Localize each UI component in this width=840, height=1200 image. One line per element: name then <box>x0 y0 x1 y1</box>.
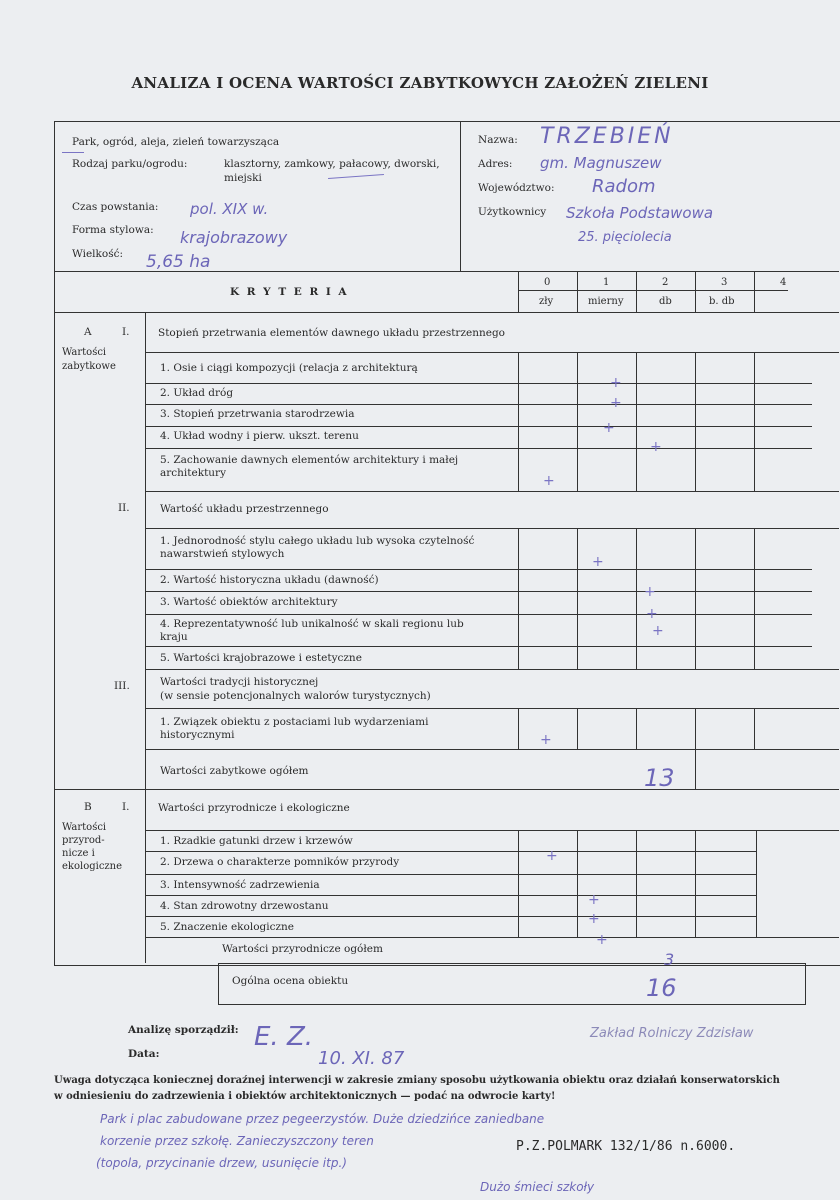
tick-mark: + <box>646 606 658 622</box>
group2-item-2: 2. Wartość historyczna układu (dawność) <box>160 574 379 586</box>
score-label-1: mierny <box>588 296 624 307</box>
hand-address: gm. Magnuszew <box>540 154 662 172</box>
hand-style: krajobrazowy <box>180 228 288 247</box>
footer-note-line2: w odniesieniu do zadrzewienia i obiektów architektonicznych — podać na odwrocie karty! <box>54 1091 556 1102</box>
group3-roman: III. <box>114 680 130 692</box>
score-0: 0 <box>544 277 551 288</box>
hand-note-line4: Dużo śmieci szkoły <box>480 1180 595 1194</box>
score-label-0: zły <box>539 296 554 307</box>
kind-options-line1: klasztorny, zamkowy, pałacowy, dworski, <box>224 158 440 170</box>
group2-item-5: 5. Wartości krajobrazowe i estetyczne <box>160 652 362 664</box>
section-b-item-1: 1. Rzadkie gatunki drzew i krzewów <box>160 835 353 847</box>
tick-mark: + <box>650 439 662 455</box>
hand-note-line3: (topola, przycinanie drzew, usunięcie itp.) <box>96 1156 347 1170</box>
group2-item-4: 4. Reprezentatywność lub unikalność w skali regionu lub kraju <box>160 618 464 643</box>
section-b-total: Wartości przyrodnicze ogółem <box>222 943 383 955</box>
tick-mark: + <box>588 892 600 908</box>
group1-item-1: 1. Osie i ciągi kompozycji (relacja z architekturą <box>160 362 418 374</box>
section-a-letter: A <box>84 326 92 338</box>
tick-mark: + <box>596 932 608 948</box>
group1-item-3: 3. Stopień przetrwania starodrzewia <box>160 408 355 420</box>
section-a-name-line1: Wartości <box>62 347 107 358</box>
score-label-3: b. db <box>709 296 735 307</box>
group2-item-3: 3. Wartość obiektów architektury <box>160 596 338 608</box>
group2-item-1: 1. Jednorodność stylu całego układu lub wysoka czytelność nawarstwień stylowych <box>160 535 475 560</box>
created-label: Czas powstania: <box>72 201 159 213</box>
hand-date: 10. XI. 87 <box>318 1048 405 1069</box>
hand-users-line2: 25. pięciolecia <box>578 230 672 245</box>
hand-created: pol. XIX w. <box>190 200 269 218</box>
section-b-name-line3: nicze i <box>62 848 95 859</box>
tick-mark: + <box>610 395 622 411</box>
underline-rodzaj <box>62 152 84 153</box>
section-b-name-line2: przyrod- <box>62 835 105 846</box>
users-label: Użytkownicy <box>478 206 547 218</box>
section-b-item-5: 5. Znaczenie ekologiczne <box>160 921 295 933</box>
hand-name: TRZEBIEŃ <box>540 124 674 149</box>
score-3: 3 <box>721 277 728 288</box>
group1-item-5: 5. Zachowanie dawnych elementów architektury i małej architektury <box>160 454 459 479</box>
park-type-label: Park, ogród, aleja, zieleń towarzysząca <box>72 136 280 148</box>
hand-author: E. Z. <box>254 1022 314 1052</box>
tick-mark: + <box>610 375 622 391</box>
section-b-name-line4: ekologiczne <box>62 861 123 872</box>
score-4: 4 <box>780 277 787 288</box>
tick-mark: + <box>603 420 615 436</box>
score-2: 2 <box>662 277 669 288</box>
tick-mark: + <box>592 554 604 570</box>
section-b-item-4: 4. Stan zdrowotny drzewostanu <box>160 900 329 912</box>
tick-mark: + <box>543 473 555 489</box>
hand-overall: 16 <box>646 974 677 1002</box>
group3-title-line1: Wartości tradycji historycznej <box>160 676 319 688</box>
hand-nature-total: 3 <box>664 950 675 969</box>
kind-label: Rodzaj parku/ogrodu: <box>72 158 188 170</box>
section-b-item-2: 2. Drzewa o charakterze pomników przyrody <box>160 856 400 868</box>
group3-item-1: 1. Związek obiektu z postaciami lub wydarzeniami historycznymi <box>160 716 429 741</box>
score-1: 1 <box>603 277 610 288</box>
tick-mark: + <box>540 732 552 748</box>
group1-item-4: 4. Układ wodny i pierw. ukszt. terenu <box>160 430 359 442</box>
tick-mark: + <box>588 911 600 927</box>
print-code: P.Z.POLMARK 132/1/86 n.6000. <box>516 1139 736 1154</box>
size-label: Wielkość: <box>72 248 124 260</box>
section-a-total: Wartości zabytkowe ogółem <box>160 765 309 777</box>
overall-label: Ogólna ocena obiektu <box>232 975 349 987</box>
style-label: Forma stylowa: <box>72 224 154 236</box>
hand-size: 5,65 ha <box>146 252 211 272</box>
kind-options-line2: miejski <box>224 172 262 184</box>
group1-title: Stopień przetrwania elementów dawnego układu przestrzennego <box>158 327 505 339</box>
hand-note-line1: Park i plac zabudowane przez pegeerzystów. Duże dziedzińce zaniedbane <box>100 1112 545 1126</box>
tick-mark: + <box>546 848 558 864</box>
tick-mark: + <box>644 584 656 600</box>
section-b-item-3: 3. Intensywność zadrzewienia <box>160 879 320 891</box>
footer-note-line1: Uwaga dotycząca koniecznej doraźnej interwencji w zakresie zmiany sposobu użytkowania obiektu oraz działań konserwatorskich <box>54 1075 780 1086</box>
date-label: Data: <box>128 1048 160 1060</box>
group2-roman: II. <box>118 502 130 514</box>
section-a-roman: I. <box>122 326 130 338</box>
section-a-name-line2: zabytkowe <box>62 361 116 372</box>
hand-heritage-total: 13 <box>644 764 675 792</box>
hand-users-line1: Szkoła Podstawowa <box>566 204 714 222</box>
form-title: ANALIZA I OCENA WARTOŚCI ZABYTKOWYCH ZAŁOŻEŃ ZIELENI <box>131 74 709 92</box>
criteria-heading: K R Y T E R I A <box>230 286 349 298</box>
section-b-name-line1: Wartości <box>62 822 107 833</box>
voivodeship-label: Województwo: <box>478 182 555 194</box>
score-label-2: db <box>659 296 672 307</box>
hand-note-line2: korzenie przez szkołę. Zanieczyszczony teren <box>100 1134 374 1148</box>
name-label: Nazwa: <box>478 134 518 146</box>
group1-item-2: 2. Układ dróg <box>160 387 234 399</box>
group2-title: Wartość układu przestrzennego <box>160 503 329 515</box>
prepared-label: Analizę sporządził: <box>128 1024 239 1036</box>
tick-mark: + <box>652 623 664 639</box>
address-label: Adres: <box>478 158 513 170</box>
section-b-roman: I. <box>122 801 130 813</box>
hand-voivodeship: Radom <box>592 176 656 197</box>
section-b-letter: B <box>84 801 92 813</box>
section-b-group-title: Wartości przyrodnicze i ekologiczne <box>158 802 350 814</box>
group3-title-line2: (w sensie potencjonalnych walorów turystycznych) <box>160 690 431 702</box>
hand-right-note: Zakład Rolniczy Zdzisław <box>590 1026 754 1041</box>
